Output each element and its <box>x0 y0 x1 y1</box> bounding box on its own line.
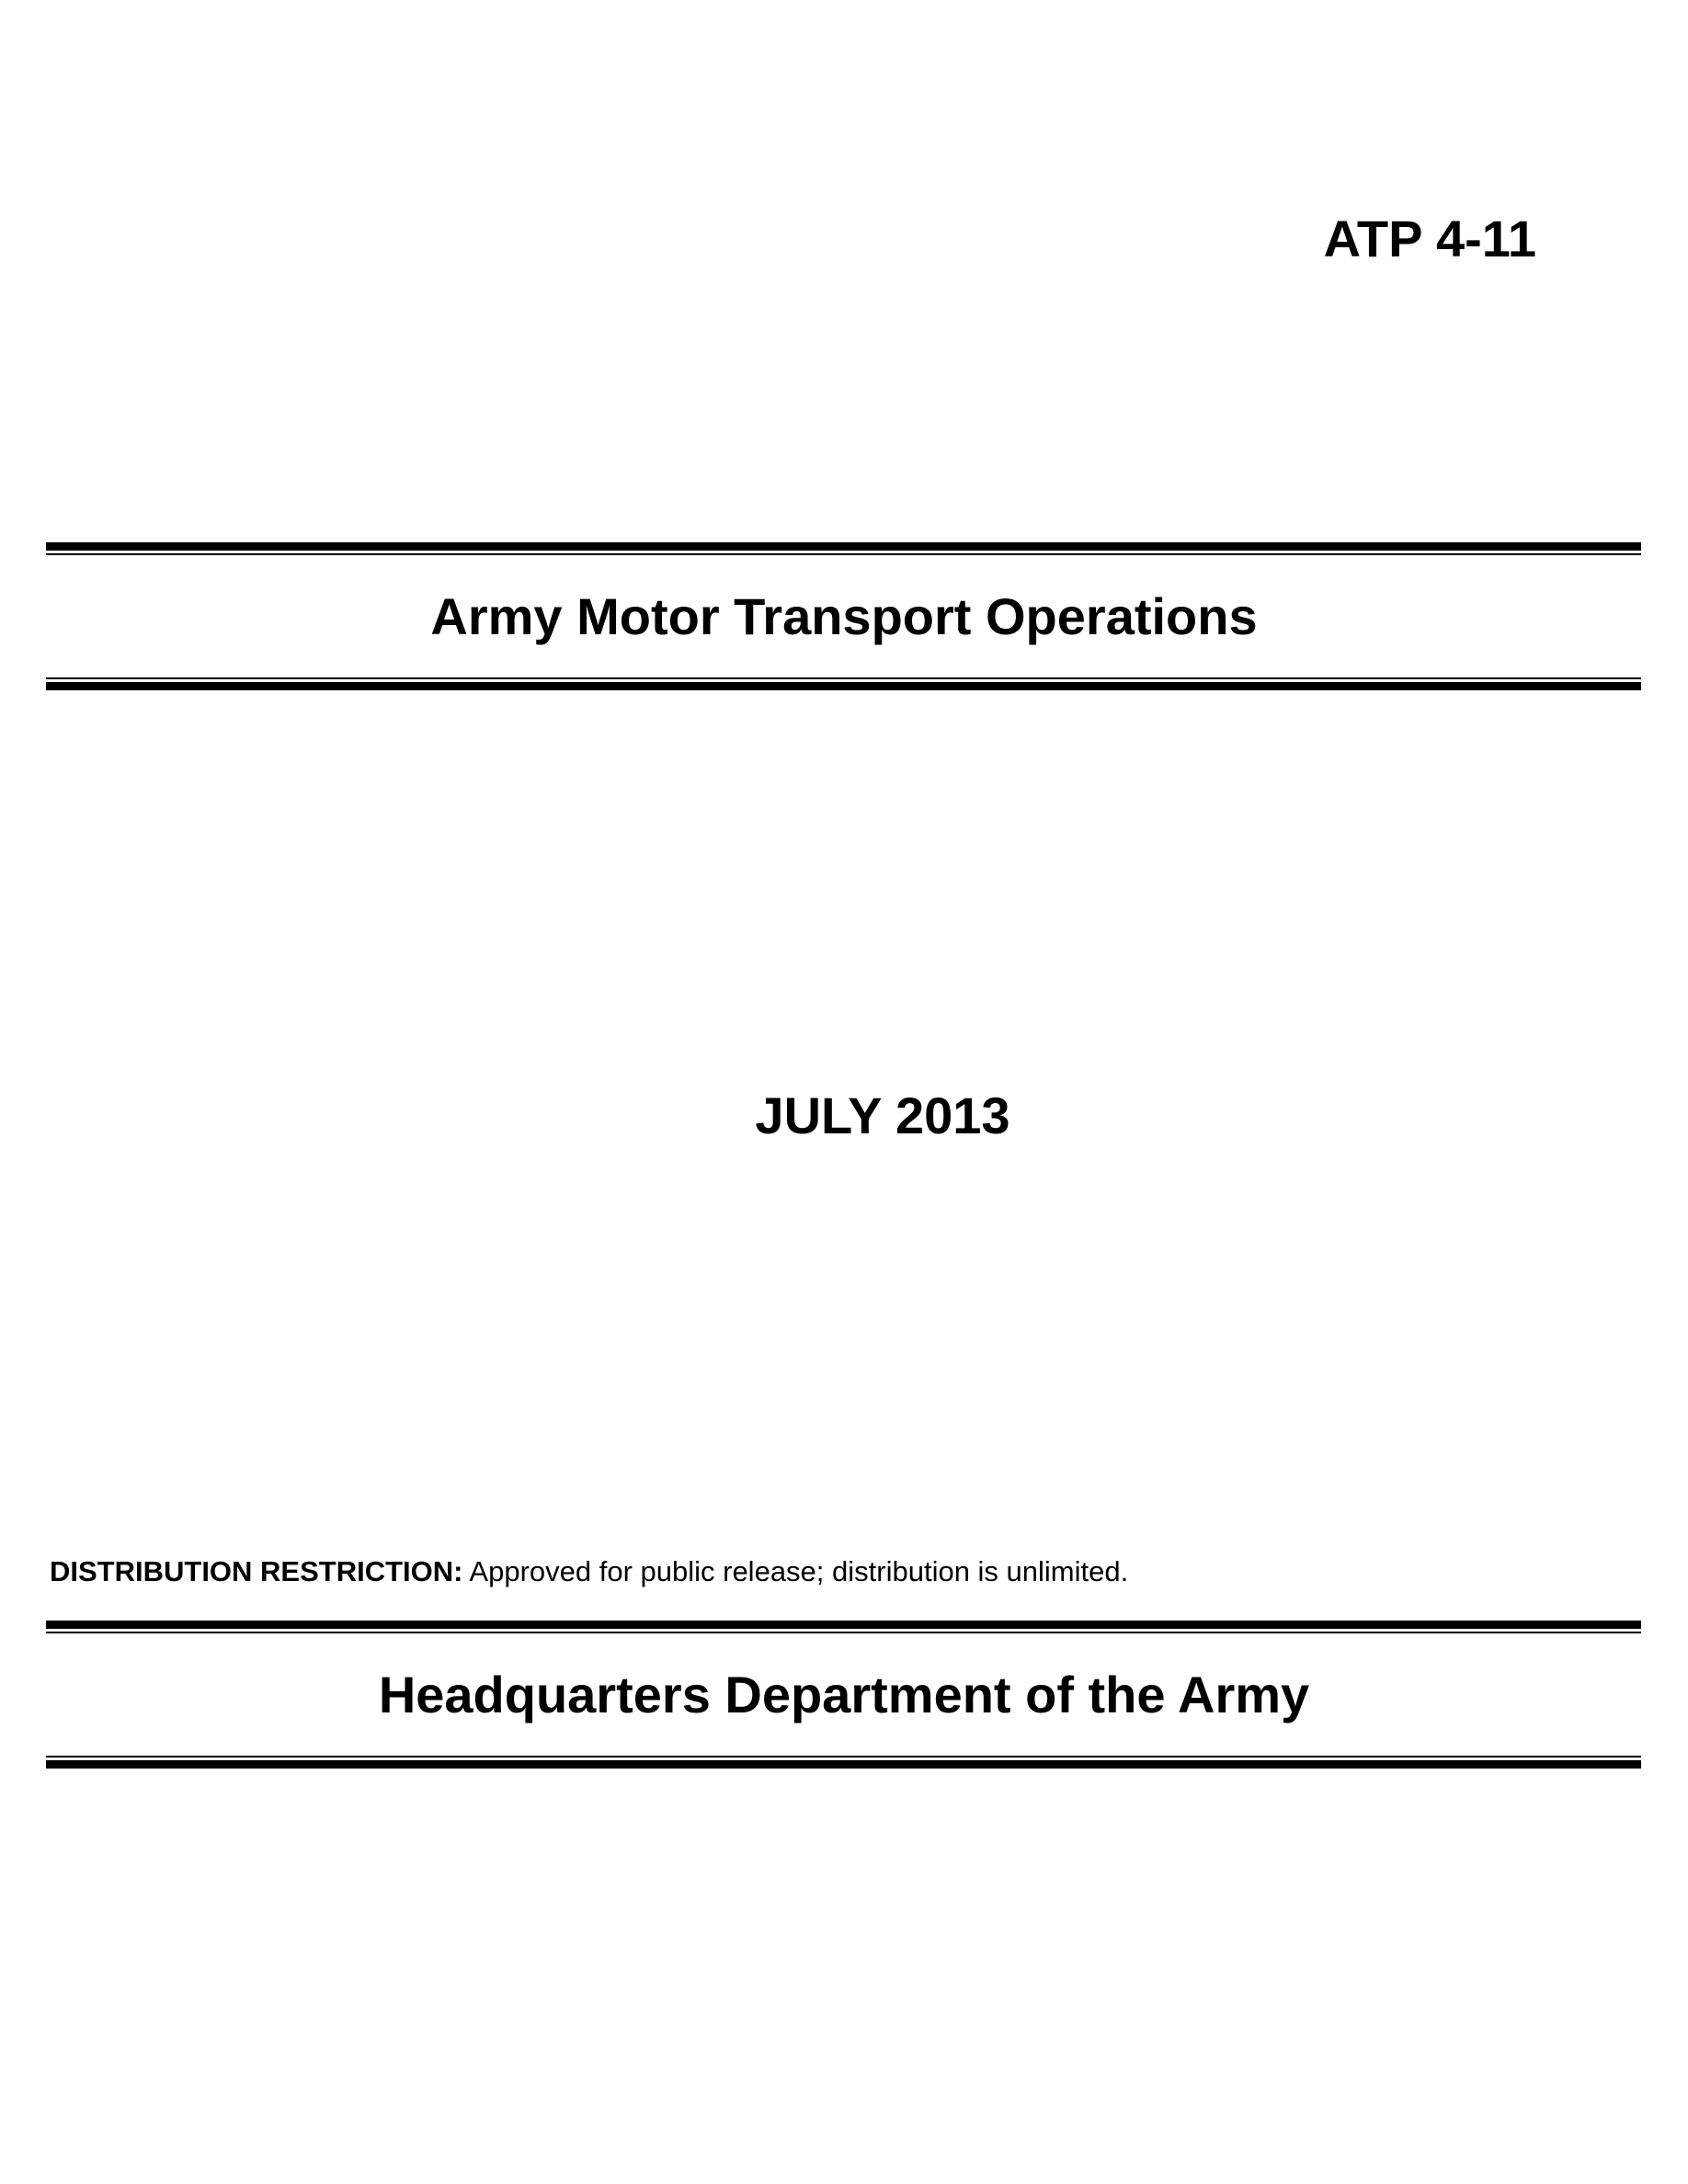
issuer: Headquarters Department of the Army <box>378 1666 1310 1723</box>
issuer-top-rule <box>46 1621 1641 1633</box>
publication-date: JULY 2013 <box>755 1086 1010 1144</box>
distribution-restriction <box>50 1553 1128 1590</box>
distribution-text: Approved for public release; distribution is unlimited. <box>469 1555 1129 1587</box>
title-bottom-rule <box>46 677 1641 690</box>
document-title: Army Motor Transport Operations <box>430 587 1258 645</box>
distribution-label: DISTRIBUTION RESTRICTION: <box>50 1555 463 1587</box>
issuer-bottom-rule <box>46 1756 1641 1769</box>
publication-number: ATP 4-11 <box>1323 210 1536 267</box>
title-top-rule <box>46 542 1641 555</box>
